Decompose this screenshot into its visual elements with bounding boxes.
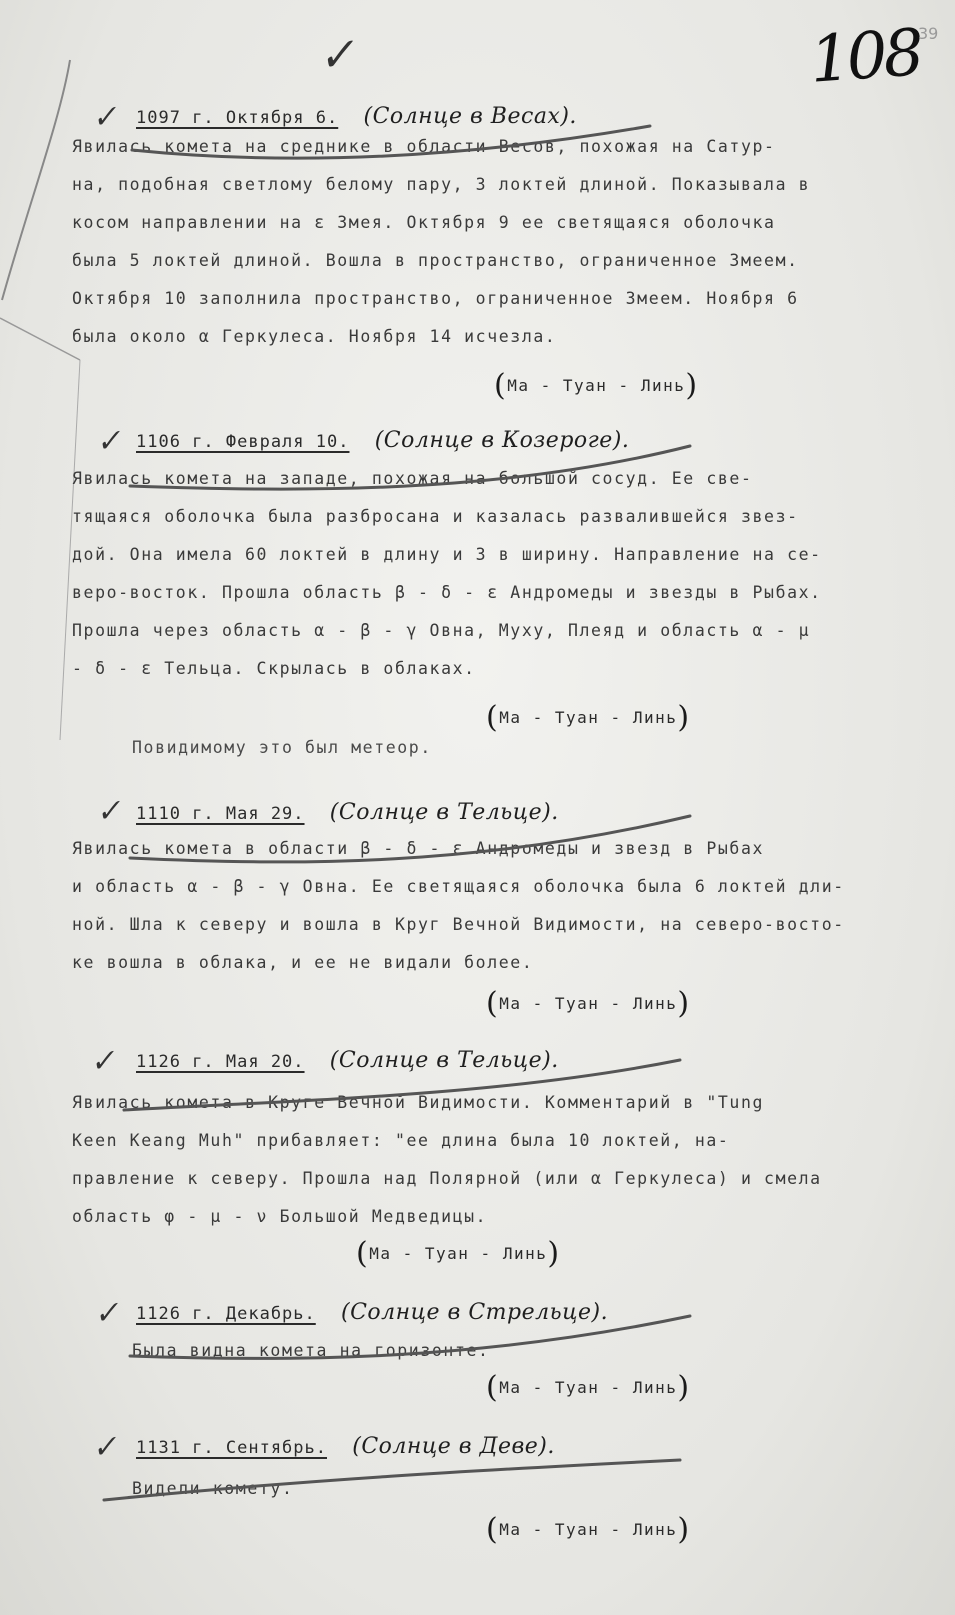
source-name: Ма - Туан - Линь	[499, 708, 678, 727]
text-line: Явилась комета в Круге Вечной Видимости. Комментарий в "Tung	[72, 1093, 765, 1112]
check-mark-icon: ✓	[88, 1042, 117, 1081]
source-citation: (Ма - Туан - Линь)	[486, 986, 691, 1021]
sun-position-annotation: (Солнце в Весах).	[363, 104, 577, 129]
text-line: Явилась комета на западе, похожая на большой сосуд. Ее све-	[72, 469, 753, 488]
source-name: Ма - Туан - Линь	[507, 376, 686, 395]
sun-position-annotation: (Солнце в Тельце).	[329, 1048, 559, 1073]
sun-position-annotation: (Солнце в Стрельце).	[341, 1300, 609, 1325]
source-citation: (Ма - Туан - Линь)	[486, 1370, 691, 1405]
entry-date: 1110 г. Мая 29.	[136, 804, 305, 824]
source-citation: (Ма - Туан - Линь)	[486, 1512, 691, 1547]
entry-text	[132, 1470, 952, 1508]
entry-heading	[136, 1300, 608, 1325]
text-line: Октября 10 заполнила пространство, ограниченное Змеем. Ноября 6	[72, 289, 799, 308]
sun-position-annotation: (Солнце в Деве).	[352, 1434, 555, 1459]
check-mark-icon: ✓	[90, 1428, 119, 1467]
text-line: Видели комету.	[132, 1479, 294, 1498]
source-citation: (Ма - Туан - Линь)	[486, 700, 691, 735]
text-line: косом направлении на ε Змея. Октября 9 ее светящаяся оболочка	[72, 213, 776, 232]
check-mark-icon: ✓	[94, 422, 123, 461]
entry-date: 1126 г. Декабрь.	[136, 1304, 316, 1324]
sun-position-annotation: (Солнце в Тельце).	[329, 800, 559, 825]
text-line: ной. Шла к северу и вошла в Круг Вечной Видимости, на северо-восто-	[72, 915, 845, 934]
entry-date: 1106 г. Февраля 10.	[136, 432, 350, 452]
archive-number: 39	[918, 24, 939, 43]
text-line: область φ - μ - ν Большой Медведицы.	[72, 1207, 488, 1226]
source-citation: (Ма - Туан - Линь)	[494, 368, 699, 403]
text-line: Прошла через область α - β - γ Овна, Муху, Плеяд и область α - μ	[72, 621, 811, 640]
text-line: веро-восток. Прошла область β - δ - ε Андромеды и звезды в Рыбах.	[72, 583, 822, 602]
text-line: дой. Она имела 60 локтей в длину и 3 в ширину. Направление на се-	[72, 545, 822, 564]
source-name: Ма - Туан - Линь	[499, 1378, 678, 1397]
text-line: и область α - β - γ Овна. Ее светящаяся оболочка была 6 локтей дли-	[72, 877, 845, 896]
entry-text	[72, 830, 892, 982]
text-line: была около α Геркулеса. Ноября 14 исчезла.	[72, 327, 557, 346]
editor-note: Повидимому это был метеор.	[132, 738, 432, 757]
folio-number: 108	[807, 16, 923, 98]
entry-heading	[136, 800, 559, 825]
source-name: Ма - Туан - Линь	[499, 1520, 678, 1539]
check-mark-icon: ✓	[94, 792, 123, 831]
text-line: правление к северу. Прошла над Полярной (или α Геркулеса) и смела	[72, 1169, 822, 1188]
entry-text	[72, 460, 892, 688]
entry-text	[72, 128, 892, 356]
entry-date: 1097 г. Октября 6.	[136, 108, 339, 128]
top-check-mark: ✓	[315, 28, 358, 83]
entry-text	[132, 1332, 952, 1370]
source-citation: (Ма - Туан - Линь)	[356, 1236, 561, 1271]
entry-heading	[136, 104, 577, 129]
entry-text	[72, 1084, 892, 1236]
entry-heading	[136, 1434, 555, 1459]
entry-heading	[136, 1048, 559, 1073]
entry-date: 1126 г. Мая 20.	[136, 1052, 305, 1072]
source-name: Ма - Туан - Линь	[369, 1244, 548, 1263]
source-name: Ма - Туан - Линь	[499, 994, 678, 1013]
entry-date: 1131 г. Сентябрь.	[136, 1438, 327, 1458]
text-line: Была видна комета на горизонте.	[132, 1341, 490, 1360]
text-line: на, подобная светлому белому пару, 3 локтей длиной. Показывала в	[72, 175, 811, 194]
entry-heading	[136, 428, 629, 453]
text-line: Явилась комета в области β - δ - ε Андромеды и звезд в Рыбах	[72, 839, 765, 858]
text-line: Явилась комета на среднике в области Весов, похожая на Сатур-	[72, 137, 776, 156]
check-mark-icon: ✓	[90, 98, 119, 137]
sun-position-annotation: (Солнце в Козероге).	[374, 428, 630, 453]
text-line: тящаяся оболочка была разбросана и казалась развалившейся звез-	[72, 507, 799, 526]
text-line: - δ - ε Тельца. Скрылась в облаках.	[72, 659, 476, 678]
text-line: Keen Keang Muh" прибавляет: "ее длина была 10 локтей, на-	[72, 1131, 730, 1150]
text-line: ке вошла в облака, и ее не видали более.	[72, 953, 534, 972]
text-line: была 5 локтей длиной. Вошла в пространство, ограниченное Змеем.	[72, 251, 799, 270]
check-mark-icon: ✓	[92, 1294, 121, 1333]
